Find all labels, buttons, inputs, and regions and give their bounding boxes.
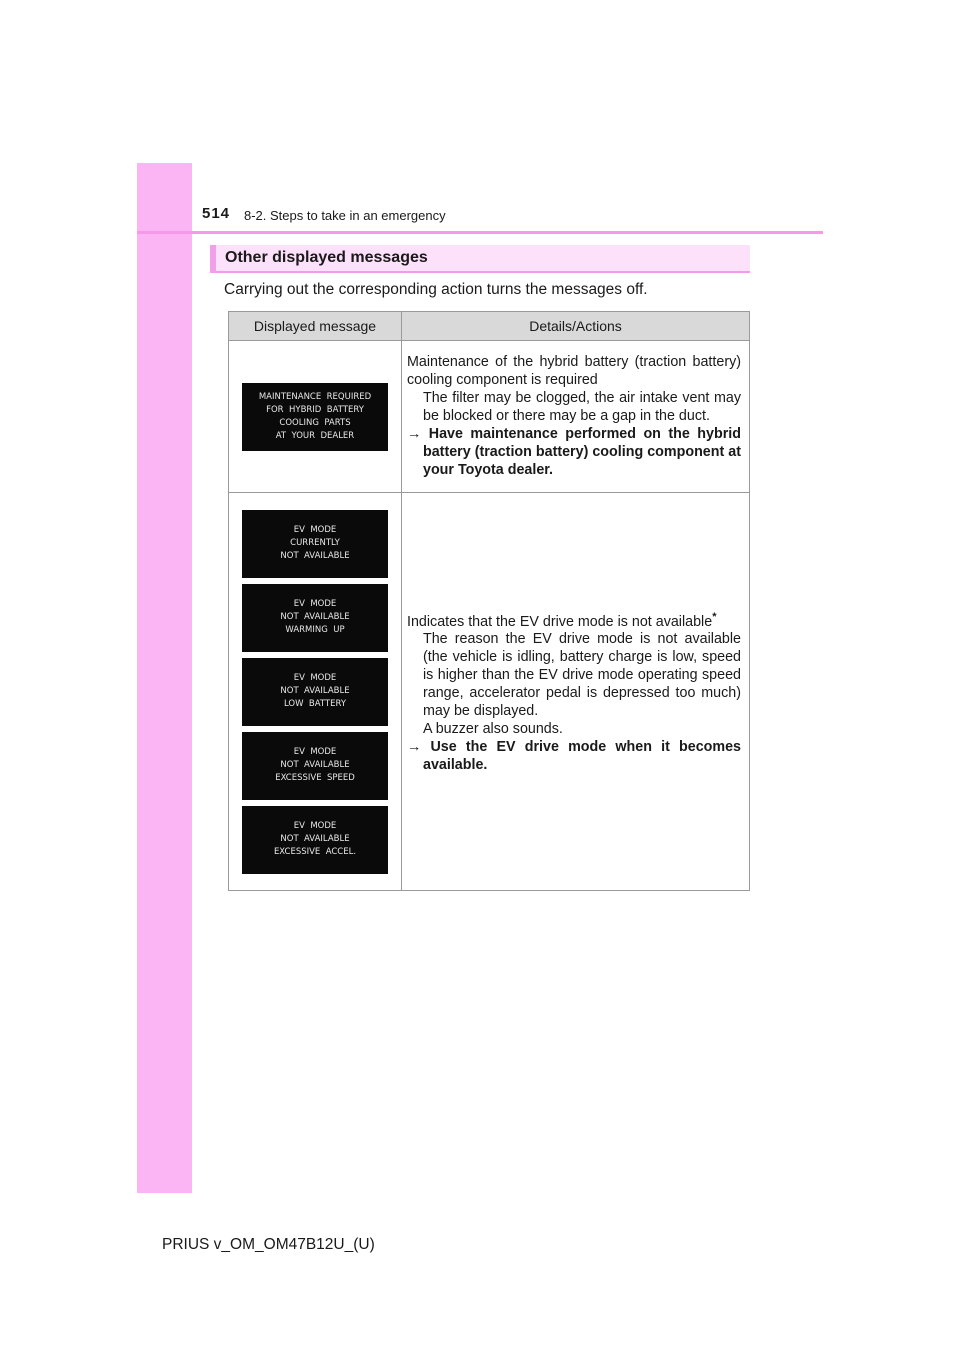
details-note: The filter may be clogged, the air intake vent may be blocked or there may be a gap in the duct.	[423, 390, 741, 424]
details-cell	[402, 493, 750, 891]
message-display-image: EV MODE NOT AVAILABLE EXCESSIVE SPEED	[242, 732, 388, 800]
message-display-image: MAINTENANCE REQUIRED FOR HYBRID BATTERY COOLING PARTS AT YOUR DEALER	[242, 383, 388, 451]
message-display-image: EV MODE NOT AVAILABLE LOW BATTERY	[242, 658, 388, 726]
footnote-mark: *	[712, 610, 717, 623]
details-note-buzzer: A buzzer also sounds.	[423, 721, 563, 738]
message-display-image: EV MODE NOT AVAILABLE WARMING UP	[242, 584, 388, 652]
table-header-row	[229, 312, 750, 341]
message-cell	[229, 341, 402, 493]
arrow-icon: →	[407, 739, 422, 756]
message-display-image: EV MODE NOT AVAILABLE EXCESSIVE ACCEL.	[242, 806, 388, 874]
column-header-details-actions: Details/Actions	[402, 312, 750, 341]
section-accent	[210, 245, 216, 273]
details-note: The reason the EV drive mode is not available (the vehicle is idling, battery charge is low, speed is higher than the EV drive mode operating speed range, accelerator pedal is depressed too much) may be displayed.	[423, 631, 741, 720]
page-number: 514	[202, 205, 231, 222]
details-cell	[402, 341, 750, 493]
section-heading-bar	[210, 245, 750, 273]
table-row	[229, 341, 750, 493]
document-footer: PRIUS v_OM_OM47B12U_(U)	[162, 1236, 375, 1253]
details-summary: Indicates that the EV drive mode is not available*	[407, 610, 717, 630]
table-row	[229, 493, 750, 891]
chapter-tab-sidebar	[137, 163, 192, 1193]
details-summary: Maintenance of the hybrid battery (traction battery) cooling component is required	[407, 354, 741, 388]
message-cell	[229, 493, 402, 891]
section-title: Other displayed messages	[225, 249, 428, 266]
details-action: → Have maintenance performed on the hybrid battery (traction battery) cooling component at your Toyota dealer.	[407, 426, 741, 478]
details-action: → Use the EV drive mode when it becomes available.	[407, 739, 741, 774]
column-header-displayed-message: Displayed message	[229, 312, 402, 341]
intro-text: Carrying out the corresponding action turns the messages off.	[224, 281, 648, 298]
messages-table	[228, 311, 750, 891]
header-rule	[137, 231, 823, 234]
chapter-title: 8-2. Steps to take in an emergency	[244, 208, 446, 223]
message-display-image: EV MODE CURRENTLY NOT AVAILABLE	[242, 510, 388, 578]
arrow-icon: →	[407, 426, 422, 442]
